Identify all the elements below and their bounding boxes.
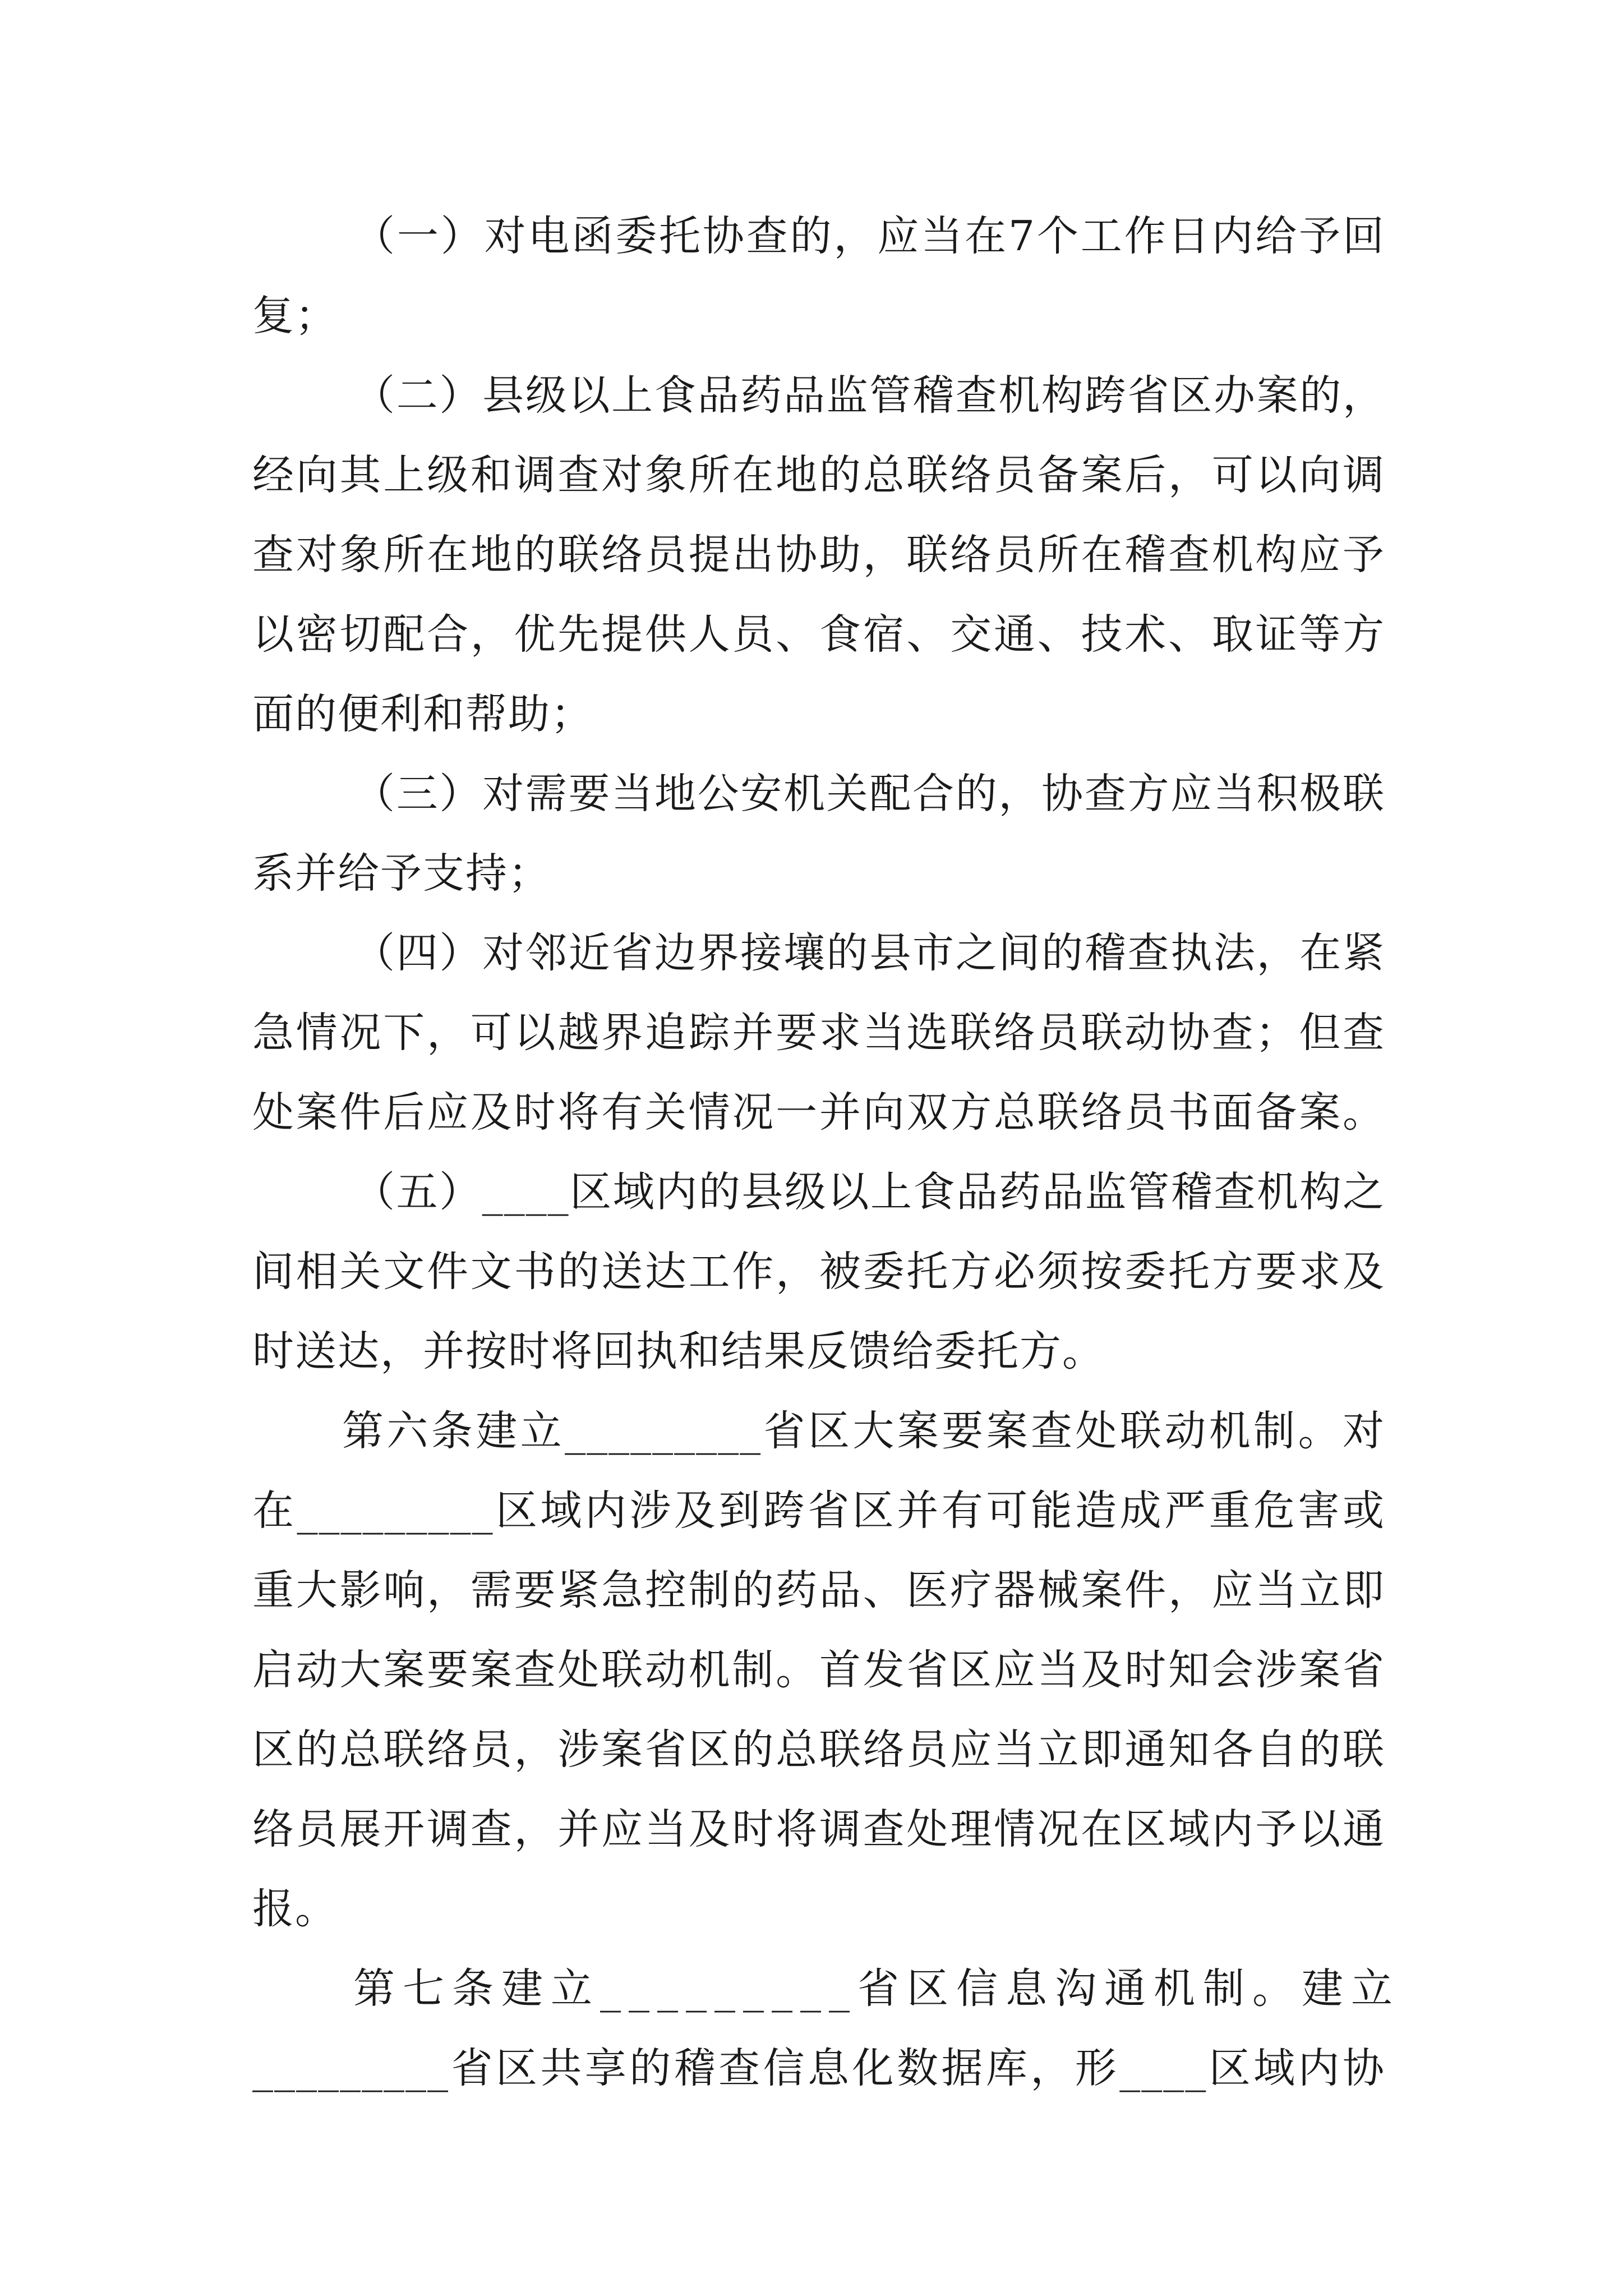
paragraph-line: 络员展开调查，并应当及时将调查处理情况在区域内予以通 bbox=[252, 1805, 1385, 1853]
paragraph-line: 复； bbox=[252, 292, 338, 340]
paragraph-line: 在_________区域内涉及到跨省区并有可能造成严重危害或 bbox=[252, 1487, 1385, 1535]
paragraph-line: 重大影响，需要紧急控制的药品、医疗器械案件，应当立即 bbox=[252, 1566, 1385, 1614]
paragraph-line: 启动大案要案查处联动机制。首发省区应当及时知会涉案省 bbox=[252, 1646, 1385, 1694]
paragraph-line: 查对象所在地的联络员提出协助，联络员所在稽查机构应予 bbox=[252, 531, 1385, 579]
paragraph-line: 面的便利和帮助； bbox=[252, 690, 593, 738]
paragraph-line: 第七条建立_________省区信息沟通机制。建立 bbox=[353, 1964, 1400, 2013]
paragraph-line: 间相关文件文书的送达工作，被委托方必须按委托方要求及 bbox=[252, 1248, 1385, 1296]
paragraph-line: 系并给予支持； bbox=[252, 849, 551, 898]
paragraph-line: _________省区共享的稽查信息化数据库，形____区域内协 bbox=[252, 2044, 1385, 2092]
paragraph-line: （五）____区域内的县级以上食品药品监管稽查机构之 bbox=[353, 1168, 1385, 1216]
paragraph-line: （三）对需要当地公安机关配合的，协查方应当积极联 bbox=[353, 770, 1385, 818]
paragraph-line: 处案件后应及时将有关情况一并向双方总联络员书面备案。 bbox=[252, 1088, 1385, 1137]
paragraph-line: 报。 bbox=[252, 1885, 338, 1933]
paragraph-line: 急情况下，可以越界追踪并要求当选联络员联动协查；但查 bbox=[252, 1009, 1385, 1057]
paragraph-line: （二）县级以上食品药品监管稽查机构跨省区办案的， bbox=[353, 371, 1385, 420]
paragraph-line: 经向其上级和调查对象所在地的总联络员备案后，可以向调 bbox=[252, 451, 1385, 499]
paragraph-line: （一）对电函委托协查的，应当在7个工作日内给予回 bbox=[353, 212, 1385, 260]
paragraph-line: 第六条建立_________省区大案要案查处联动机制。对 bbox=[342, 1407, 1385, 1455]
paragraph-line: 时送达，并按时将回执和结果反馈给委托方。 bbox=[252, 1327, 1105, 1375]
paragraph-line: （四）对邻近省边界接壤的县市之间的稽查执法，在紧 bbox=[353, 929, 1385, 977]
paragraph-line: 区的总联络员，涉案省区的总联络员应当立即通知各自的联 bbox=[252, 1726, 1385, 1774]
paragraph-line: 以密切配合，优先提供人员、食宿、交通、技术、取证等方 bbox=[252, 610, 1385, 659]
